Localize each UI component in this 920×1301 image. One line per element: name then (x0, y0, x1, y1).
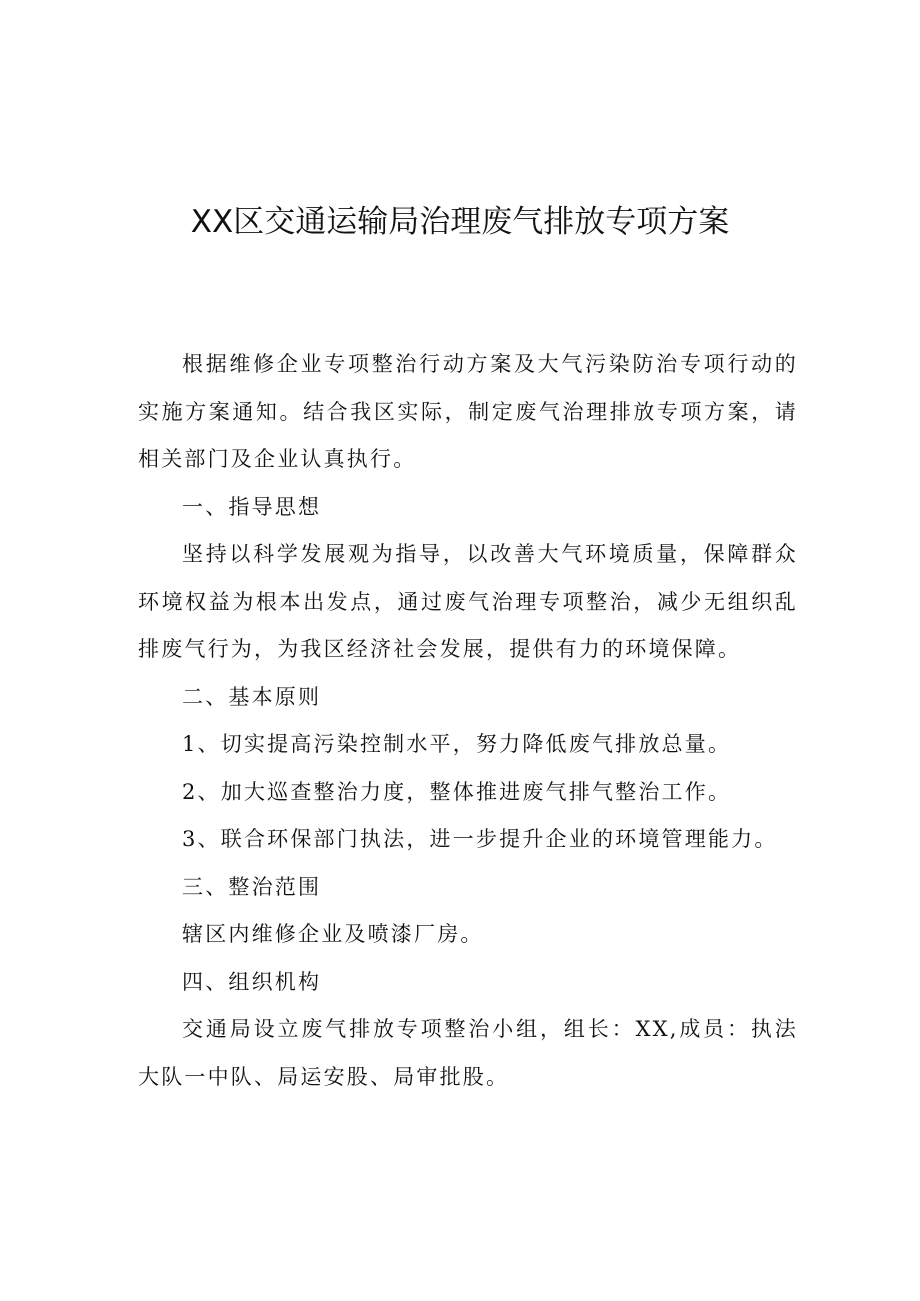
scope-paragraph: 辖区内维修企业及喷漆厂房。 (182, 922, 484, 946)
section-heading-principles: 二、基本原则 (182, 684, 322, 709)
section-heading-guiding: 一、指导思想 (182, 494, 322, 519)
intro-paragraph: 根据维修企业专项整治行动方案及大气污染防治专项行动的实施方案通知。结合我区实际，制定废气治理排放专项方案，请相关部门及企业认真执行。 (138, 352, 798, 471)
document-title: XX区交通运输局治理废气排放专项方案 (190, 204, 730, 240)
document-body (138, 341, 798, 1101)
guiding-paragraph: 坚持以科学发展观为指导，以改善大气环境质量，保障群众环境权益为根本出发点，通过废气治理专项整治，减少无组织乱排废气行为，为我区经济社会发展，提供有力的环境保障。 (138, 542, 798, 661)
principle-item: 2、加大巡查整治力度，整体推进废气排气整治工作。 (182, 779, 732, 804)
organization-paragraph: 交通局设立废气排放专项整治小组，组长：XX,成员：执法大队一中队、局运安股、局审批股。 (138, 1017, 798, 1089)
section-heading-scope: 三、整治范围 (182, 874, 322, 899)
section-heading-organization: 四、组织机构 (182, 969, 322, 994)
principle-item: 3、联合环保部门执法，进一步提升企业的环境管理能力。 (182, 827, 778, 851)
principle-item: 1、切实提高污染控制水平，努力降低废气排放总量。 (182, 732, 732, 756)
